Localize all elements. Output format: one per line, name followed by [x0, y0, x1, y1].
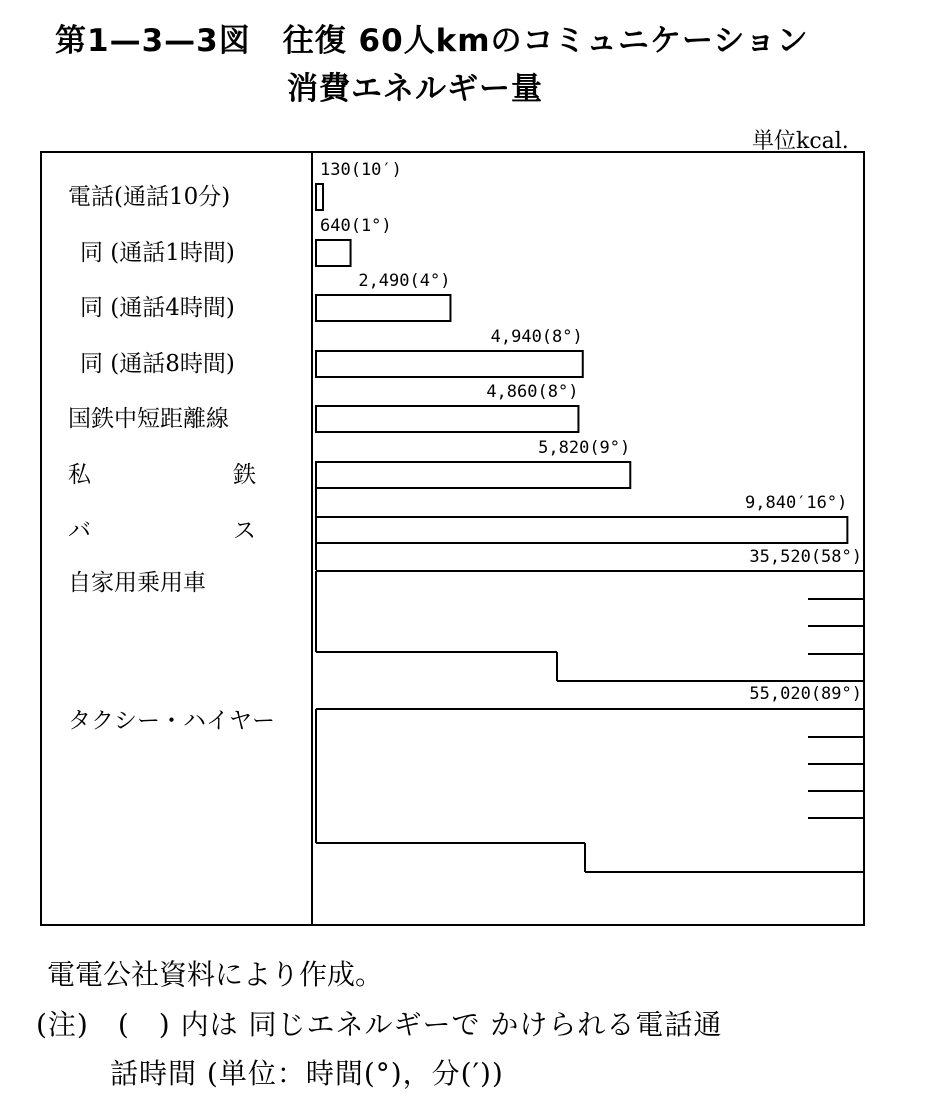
- data-label: 640(1°): [320, 216, 392, 236]
- data-label: 9,840′16°): [745, 493, 848, 513]
- source-note: 電電公社資料により作成。: [47, 958, 384, 991]
- footnote-line2: 話時間 (単位：時間(°)，分(′)): [110, 1057, 504, 1090]
- data-label: 55,020(89°): [749, 684, 862, 704]
- bar: [316, 517, 847, 543]
- category-label: 自家用乗用車: [68, 570, 206, 596]
- category-label: 同 (通話8時間): [80, 351, 235, 377]
- bar: [316, 406, 578, 432]
- category-label: バ: [68, 518, 91, 544]
- data-label: 35,520(58°): [749, 547, 862, 567]
- category-label: 同 (通話1時間): [80, 240, 235, 266]
- bar: [316, 184, 323, 210]
- unit-label: 単位kcal.: [752, 129, 849, 154]
- category-label: タクシー・ハイヤー: [68, 708, 275, 734]
- footnote-line1: (注) ( ) 内は 同じエネルギーで かけられる電話通: [36, 1008, 723, 1041]
- category-label: 同 (通話4時間): [80, 295, 235, 321]
- data-label: 130(10′): [320, 160, 402, 180]
- category-label: 国鉄中短距離線: [68, 406, 229, 432]
- data-label: 4,860(8°): [486, 382, 579, 402]
- bar: [316, 351, 583, 377]
- category-label: 電話(通話10分): [68, 184, 231, 210]
- category-label: ス: [233, 518, 256, 544]
- chart-title-line1: 第1—3—3図 往復 60人kmのコミュニケーション: [55, 23, 809, 59]
- data-label: 4,940(8°): [490, 327, 583, 347]
- bar: [316, 240, 351, 266]
- data-label: 2,490(4°): [358, 271, 451, 291]
- category-label: 私: [68, 462, 91, 488]
- chart-title-line2: 消費エネルギー量: [287, 71, 543, 107]
- category-label: 鉄: [233, 462, 256, 488]
- bar: [316, 462, 630, 488]
- data-label: 5,820(9°): [538, 438, 631, 458]
- bar: [316, 295, 450, 321]
